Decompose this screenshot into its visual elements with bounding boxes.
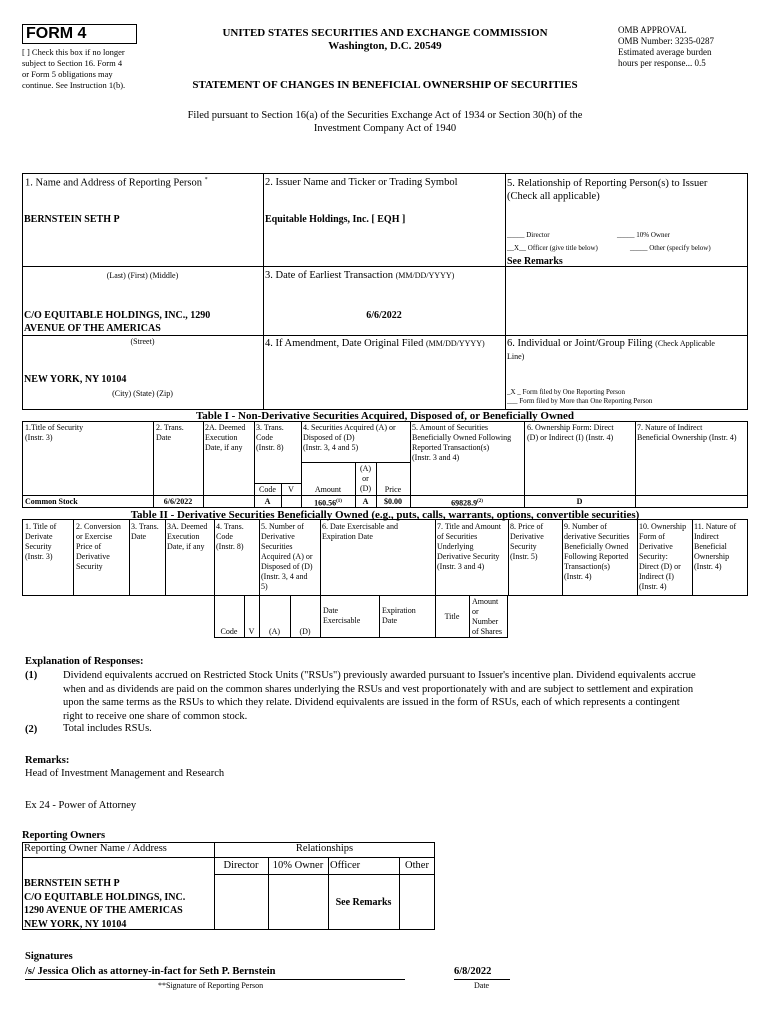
divider: [263, 173, 264, 410]
box1-label-mark: *: [204, 177, 208, 183]
t1-head-ownership-form: 6. Ownership Form: Direct (D) or Indirect (I) (Instr. 4): [527, 423, 614, 442]
t1-head-code: 3. Trans. Code (Instr. 8): [256, 423, 284, 452]
footnote-1-line: when and as dividends are paid on the common shares underlying the RSUs and vest proportionately with and are subject to settlement and expiration: [63, 683, 694, 695]
name-caption: (Last) (First) (Middle): [106, 271, 179, 280]
relationship-officer[interactable]: __X__ Officer (give title below): [507, 244, 598, 252]
t2-head-price: 8. Price of Derivative Security (Instr. 5): [510, 522, 544, 561]
footnote-1-line: Dividend equivalents accrued on Restricted Stock Units ("RSUs") previously awarded pursuant to Issuer's incentive plan. Dividend equivalents accrue: [63, 670, 696, 681]
box4-label-text: 4. If Amendment, Date Original Filed: [265, 338, 424, 349]
street-address: [24, 309, 210, 335]
box1-label-text: 1. Name and Address of Reporting Person: [25, 177, 203, 189]
divider: [635, 421, 636, 508]
divider: [524, 421, 525, 508]
box6-label: [507, 337, 747, 363]
t2-head-number: 5. Number of Derivative Securities Acquired (A) or Disposed of (D) (Instr. 3, 4 and 5): [261, 522, 313, 591]
t2-head-conversion: 2. Conversion or Exercise Price of Derivative Security: [76, 522, 121, 571]
t1-sub-v: V: [288, 485, 294, 494]
t1-head-nature: 7. Nature of Indirect Beneficial Ownership (Instr. 4): [637, 423, 737, 442]
t2-head-ownership-form: 10. Ownership Form of Derivative Security: Direct (D) or Indirect (I) (Instr. 4): [639, 522, 687, 591]
t2-head-nature: 11. Nature of Indirect Beneficial Ownership (Instr. 4): [694, 522, 737, 571]
divider: [469, 595, 470, 638]
t1-sub-aord: (A) or (D): [359, 464, 372, 493]
remarks-heading: Remarks:: [25, 755, 70, 766]
t1-row-owned-value: 69828.9: [451, 498, 478, 508]
owner-address-line: 1290 AVENUE OF THE AMERICAS: [24, 905, 183, 916]
divider: [254, 483, 301, 484]
owner-officer-value: See Remarks: [335, 897, 392, 908]
divider: [435, 519, 436, 596]
divider: [320, 595, 321, 638]
t2-sub-code: Code: [220, 627, 238, 636]
t1-sub-code: Code: [259, 485, 276, 494]
box6-label-small: (Check Applicable: [655, 339, 715, 348]
box4-label: [265, 338, 485, 349]
t1-row-owned: [410, 497, 524, 509]
t2-head-underlying: 7. Title and Amount of Securities Underlying Derivative Security (Instr. 3 and 4): [437, 522, 502, 571]
box3-label: [265, 270, 454, 281]
box5-label-line: (Check all applicable): [507, 191, 600, 202]
table2-title: Table II - Derivative Securities Beneficially Owned (e.g., puts, calls, warrants, options, convertible securities): [130, 509, 640, 521]
agency-city: Washington, D.C. 20549: [328, 40, 442, 52]
signature-date: 6/8/2022: [454, 966, 492, 977]
divider: [22, 857, 435, 858]
signer-name: /s/ Jessica Olich as attorney-in-fact for Seth P. Bernstein: [25, 966, 276, 977]
t2-head-date: 3. Trans. Date: [131, 522, 159, 541]
t1-row-form: D: [576, 497, 583, 506]
box5-label: [507, 177, 707, 203]
checkbox-note-line[interactable]: [ ] Check this box if no longer: [22, 47, 125, 57]
form-title: FORM 4: [26, 25, 87, 42]
box6-label-text: 6. Individual or Joint/Group Filing: [507, 338, 653, 349]
divider: [637, 519, 638, 596]
top-boxes-frame: [22, 173, 748, 410]
owners-col-ten-percent: 10% Owner: [272, 860, 324, 871]
divider: [505, 173, 506, 410]
t2-head-exercisable: 6. Date Exercisable and Expiration Date: [322, 522, 398, 541]
t1-row-title: Common Stock: [25, 497, 78, 506]
filing-one-person[interactable]: _X _ Form filed by One Reporting Person: [507, 388, 626, 396]
t1-row-amount: [301, 497, 355, 509]
divider: [203, 421, 204, 508]
divider: [214, 842, 215, 930]
checkbox-note-line: or Form 5 obligations may: [22, 69, 113, 79]
t1-head-title: 1.Title of Security (Instr. 3): [25, 423, 84, 442]
t2-head-deemed: 3A. Deemed Execution Date, if any: [167, 522, 208, 551]
t2-sub-expiration: Expiration Date: [382, 606, 416, 625]
divider: [263, 335, 748, 336]
agency-name: UNITED STATES SECURITIES AND EXCHANGE COMMISSION: [222, 27, 548, 39]
footnote-1-line: right to receive one share of common stock.: [63, 710, 248, 722]
box3-label-small: (MM/DD/YYYY): [395, 271, 455, 280]
t2-head-owned: 9. Number of derivative Securities Beneficially Owned Following Reported Transaction(s) (Instr. 4): [564, 522, 630, 581]
t2-sub-a: (A): [268, 627, 281, 636]
t2-sub-d: (D): [299, 627, 311, 636]
box5-label-line: 5. Relationship of Reporting Person(s) to Issuer: [507, 178, 708, 189]
remarks-line: Head of Investment Management and Research: [25, 768, 225, 779]
signature-caption: **Signature of Reporting Person: [158, 981, 264, 990]
table1-title: Table I - Non-Derivative Securities Acquired, Disposed of, or Beneficially Owned: [195, 410, 575, 422]
divider: [379, 595, 380, 638]
owner-address-line: BERNSTEIN SETH P: [24, 878, 120, 889]
omb-block: [618, 25, 758, 69]
divider: [320, 519, 321, 596]
omb-line: hours per response... 0.5: [618, 58, 706, 68]
box3-label-text: 3. Date of Earliest Transaction: [265, 270, 394, 281]
t1-row-price: $0.00: [384, 497, 402, 506]
t1-head-deemed: 2A. Deemed Execution Date, if any: [205, 423, 246, 452]
owner-address-line: C/O EQUITABLE HOLDINGS, INC.: [24, 891, 186, 903]
divider: [129, 519, 130, 596]
t2-sub-title: Title: [444, 612, 460, 621]
divider: [165, 519, 166, 596]
owner-address: [24, 877, 185, 931]
t1-head-acquired: 4. Securities Acquired (A) or Disposed of (D) (Instr. 3, 4 and 5): [303, 423, 396, 452]
city-caption: (City) (State) (Zip): [112, 389, 173, 398]
city-state-zip: NEW YORK, NY 10104: [24, 374, 127, 385]
street-line: C/O EQUITABLE HOLDINGS, INC., 1290: [24, 310, 211, 321]
divider: [214, 519, 215, 596]
divider: [263, 266, 748, 267]
relationship-ten-percent[interactable]: _____ 10% Owner: [617, 231, 670, 239]
date-caption: Date: [474, 981, 490, 990]
owners-col-director: Director: [223, 860, 259, 871]
box2-label: 2. Issuer Name and Ticker or Trading Symbol: [265, 177, 458, 188]
t2-head-code: 4. Trans. Code (Instr. 8): [216, 522, 244, 551]
owner-address-line: NEW YORK, NY 10104: [24, 918, 127, 930]
reporting-person-name: BERNSTEIN SETH P: [24, 214, 120, 225]
t1-head-amount-owned: 5. Amount of Securities Beneficially Owned Following Reported Transaction(s) (Instr. 3 and 4): [412, 423, 512, 462]
footnote-1-line: upon the same terms as the RSUs to which they relate. Dividend equivalents are issued in the form of RSUs, each of which represents a contingent: [63, 697, 680, 708]
footnote-2: Total includes RSUs.: [63, 723, 152, 734]
divider: [328, 857, 329, 930]
box1-label: [25, 177, 208, 189]
divider: [22, 495, 748, 496]
signature-line: [25, 979, 405, 980]
checkbox-note: [22, 47, 157, 91]
remarks-line: Ex 24 - Power of Attorney: [25, 800, 137, 811]
owners-heading: Reporting Owners: [22, 830, 106, 841]
divider: [73, 519, 74, 596]
divider: [692, 519, 693, 596]
divider: [22, 266, 263, 267]
t2-sub-amount: Amount or Number of Shares: [472, 597, 502, 636]
t1-row-code: A: [264, 497, 271, 506]
omb-line: Estimated average burden: [618, 47, 712, 57]
t1-row-amount-value: 160.56: [314, 498, 337, 508]
divider: [410, 421, 411, 508]
t1-sub-amount: Amount: [314, 485, 342, 494]
t1-head-date: 2. Trans. Date: [156, 423, 184, 442]
filed-line: Filed pursuant to Section 16(a) of the Securities Exchange Act of 1934 or Section 30(h) of the: [187, 110, 583, 121]
divider: [259, 519, 260, 596]
t1-sub-price: Price: [384, 485, 402, 494]
filed-pursuant: [100, 109, 670, 135]
footnote-number: (2): [25, 724, 38, 735]
divider: [508, 519, 509, 596]
signatures-heading: Signatures: [25, 951, 73, 962]
omb-line: OMB Number: 3235-0287: [618, 36, 714, 46]
footnote-number: (1): [25, 670, 38, 681]
divider: [562, 519, 563, 596]
divider: [214, 874, 435, 875]
owners-col-officer: Officer: [330, 860, 361, 871]
owners-col-relationships: Relationships: [295, 843, 354, 854]
form-title-box: [22, 24, 137, 44]
earliest-transaction-date: 6/6/2022: [366, 310, 402, 321]
divider: [153, 421, 154, 508]
footnote-ref: (1): [336, 499, 342, 504]
checkbox-note-line: continue. See Instruction 1(b).: [22, 80, 126, 90]
omb-line: OMB APPROVAL: [618, 25, 687, 35]
footnote-ref: (2): [477, 499, 483, 504]
divider: [301, 462, 410, 463]
statement-title: STATEMENT OF CHANGES IN BENEFICIAL OWNERSHIP OF SECURITIES: [192, 79, 578, 91]
t2-sub-v: V: [248, 627, 255, 636]
box4-label-small: (MM/DD/YYYY): [425, 339, 485, 348]
t2-head-title: 1. Title of Derivate Security (Instr. 3): [25, 522, 57, 561]
street-line: AVENUE OF THE AMERICAS: [24, 323, 161, 334]
relationship-director[interactable]: _____ Director: [507, 231, 550, 239]
footnote-1: [63, 669, 753, 723]
relationship-other[interactable]: _____ Other (specify below): [630, 244, 711, 252]
explanation-heading: Explanation of Responses:: [25, 656, 144, 667]
checkbox-note-line: subject to Section 16. Form 4: [22, 58, 123, 68]
t1-row-aord: A: [362, 497, 369, 506]
t1-row-date: 6/6/2022: [163, 497, 193, 506]
t2-sub-date-exercisable: Date Exercisable: [323, 606, 361, 625]
box6-label-small: Line): [507, 352, 525, 361]
street-caption: (Street): [130, 337, 155, 346]
filed-line: Investment Company Act of 1940: [313, 123, 457, 134]
date-line: [454, 979, 510, 980]
filing-multiple-persons[interactable]: ___ Form filed by More than One Reporting Person: [507, 397, 653, 405]
owners-col-other: Other: [405, 860, 429, 871]
issuer-name: Equitable Holdings, Inc. [ EQH ]: [265, 214, 406, 225]
relationship-remarks: See Remarks: [507, 256, 563, 267]
divider: [22, 335, 263, 336]
owners-col-name: Reporting Owner Name / Address: [24, 843, 167, 854]
